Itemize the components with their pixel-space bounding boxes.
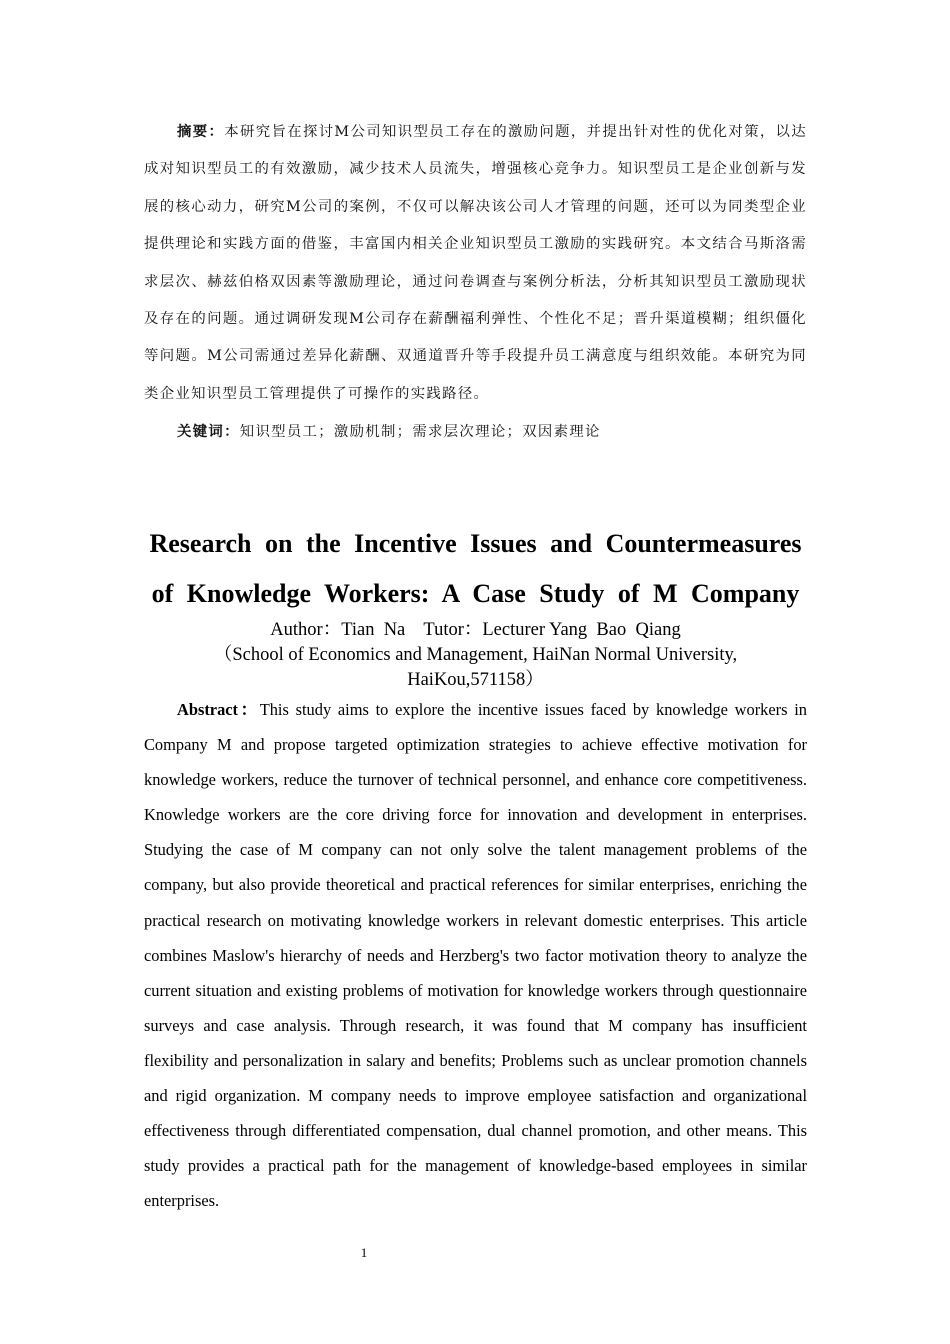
affiliation-line-1: （School of Economics and Management, HaiNan Normal University,: [213, 645, 738, 665]
affiliation-line-2: HaiKou,571158）: [407, 670, 544, 690]
author-line: Author：Tian Na Tutor：Lecturer Yang Bao Qiang: [270, 620, 681, 640]
page-number: 1: [360, 1245, 368, 1260]
chinese-abstract-text: 本研究旨在探讨M公司知识型员工存在的激励问题，并提出针对性的优化对策，以达成对知识型员工的有效激励，减少技术人员流失，增强核心竞争力。知识型员工是企业创新与发展的核心动力，研究M公司的案例，不仅可以解决该公司人才管理的问题，还可以为同类型企业提供理论和实践方面的借鉴，丰富国内相关企业知识型员工激励的实践研究。本文结合马斯洛需求层次、赫兹伯格双因素等激励理论，通过问卷调查与案例分析法，分析其知识型员工激励现状及存在的问题。通过调研发现M公司存在薪酬福利弹性、个性化不足；晋升渠道模糊；组织僵化等问题。M公司需通过差异化薪酬、双通道晋升等手段提升员工满意度与组织效能。本研究为同类企业知识型员工管理提供了可操作的实践路径。: [144, 124, 807, 402]
affiliation: [144, 643, 807, 693]
chinese-keywords-label: 关键词：: [177, 423, 240, 441]
chinese-abstract-section: [144, 113, 807, 452]
english-abstract-text: This study aims to explore the incentive issues faced by knowledge workers in Company M and propose targeted optimization strategies to achieve effective motivation for knowledge workers, reduce the turnover of technical personnel, and enhance core competitiveness. Knowledge workers are the core driving force for innovation and development in enterprises. Studying the case of M company can not only solve the talent management problems of the company, but also provide theoretical and practical references for similar enterprises, enriching the practical research on motivating knowledge workers in relevant domestic enterprises. This article combines Maslow's hierarchy of needs and Herzberg's two factor motivation theory to analyze the current situation and existing problems of motivation for knowledge workers through questionnaire surveys and case analysis. Through research, it was found that M company has insufficient flexibility and personalization in salary and benefits; Problems such as unclear promotion channels and rigid organization. M company needs to improve employee satisfaction and organizational effectiveness through differentiated compensation, dual channel promotion, and other means. This study provides a practical path for the management of knowledge-based employees in similar enterprises.: [144, 700, 807, 1211]
chinese-abstract: [144, 113, 807, 413]
english-abstract: [144, 692, 807, 1218]
english-title-line-1: Research on the Incentive Issues and Countermeasures: [149, 529, 802, 558]
chinese-keywords: [144, 413, 807, 451]
chinese-abstract-label: 摘要：: [177, 123, 225, 140]
english-abstract-label: Abstract：: [177, 700, 260, 719]
chinese-keywords-text: 知识型员工；激励机制；需求层次理论；双因素理论: [239, 424, 601, 441]
english-title-line-2: of Knowledge Workers: A Case Study of M Company: [151, 579, 800, 608]
english-title: [144, 519, 807, 619]
